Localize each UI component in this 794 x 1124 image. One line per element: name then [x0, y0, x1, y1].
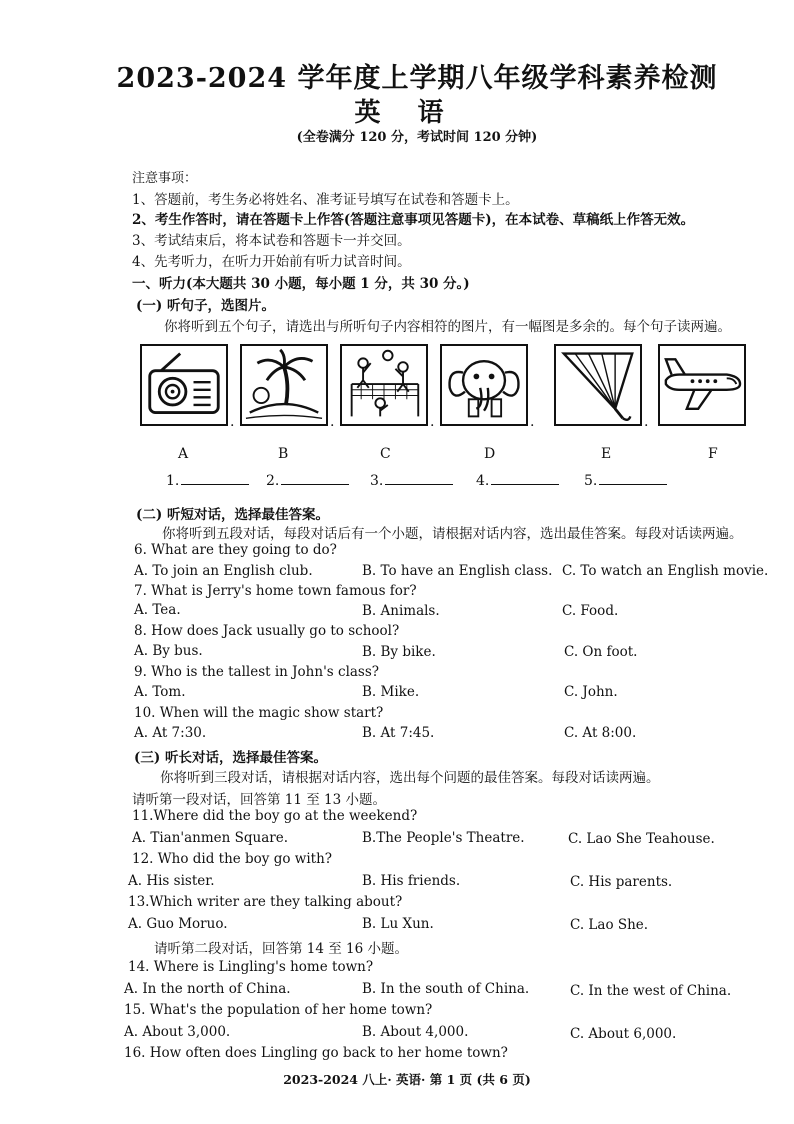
airplane-icon: [660, 346, 744, 424]
picture-label: E: [601, 446, 612, 462]
part-heading: (二) 听短对话，选择最佳答案。: [136, 507, 329, 523]
part-description: 你将听到五段对话，每段对话后有一个小题，请根据对话内容，选出最佳答案。每段对话读两遍。: [162, 526, 743, 542]
option-c[interactable]: C. Lao She Teahouse.: [568, 831, 715, 847]
question-text: 11.Where did the boy go at the weekend?: [132, 808, 418, 824]
picture-c: [340, 344, 428, 426]
option-b[interactable]: B. His friends.: [362, 873, 461, 889]
option-b[interactable]: B. At 7:45.: [362, 725, 435, 741]
answer-blank[interactable]: [476, 472, 559, 489]
group-instruction: 请听第一段对话，回答第 11 至 13 小题。: [132, 792, 387, 808]
option-c[interactable]: C. In the west of China.: [570, 983, 732, 999]
option-b[interactable]: B. Animals.: [362, 603, 440, 619]
blank-number: 4.: [476, 473, 490, 489]
option-c[interactable]: C. To watch an English movie.: [562, 563, 769, 579]
option-b[interactable]: B. Lu Xun.: [362, 916, 434, 932]
picture-e: [554, 344, 642, 426]
option-a[interactable]: A. To join an English club.: [134, 563, 313, 579]
question-text: 12. Who did the boy go with?: [132, 851, 333, 867]
question-text: 16. How often does Lingling go back to her home town?: [124, 1045, 508, 1061]
picture-f: [658, 344, 746, 426]
option-a[interactable]: A. In the north of China.: [124, 981, 291, 997]
option-b[interactable]: B. To have an English class.: [362, 563, 553, 579]
question-text: 9. Who is the tallest in John's class?: [134, 664, 380, 680]
blank-number: 5.: [584, 473, 598, 489]
option-b[interactable]: B. Mike.: [362, 684, 420, 700]
option-c[interactable]: C. On foot.: [564, 644, 638, 660]
page-footer: 2023-2024 八上· 英语· 第 1 页 (共 6 页): [283, 1072, 531, 1087]
blank-number: 1.: [166, 473, 180, 489]
picture-label: D: [484, 446, 496, 462]
instruction-item: 2、考生作答时，请在答题卡上作答(答题注意事项见答题卡)，在本试卷、草稿纸上作答无效。: [132, 212, 695, 228]
instruction-item: 4、先考听力，在听力开始前有听力试音时间。: [132, 254, 411, 270]
part-heading: (三) 听长对话，选择最佳答案。: [134, 750, 327, 766]
option-b[interactable]: B. About 4,000.: [362, 1024, 469, 1040]
option-b[interactable]: B.The People's Theatre.: [362, 830, 525, 846]
question-text: 6. What are they going to do?: [134, 542, 337, 558]
option-c[interactable]: C. John.: [564, 684, 618, 700]
elephant-icon: [442, 346, 526, 424]
part-heading: (一) 听句子，选图片。: [136, 298, 275, 314]
palm-tree-island-icon: [242, 346, 326, 424]
exam-subject: 英 语: [354, 98, 458, 128]
option-c[interactable]: C. About 6,000.: [570, 1026, 677, 1042]
picture-label: F: [708, 446, 718, 462]
group-instruction: 请听第二段对话，回答第 14 至 16 小题。: [154, 941, 409, 957]
option-a[interactable]: A. Tea.: [134, 602, 181, 618]
picture-label: C: [380, 446, 391, 462]
question-text: 15. What's the population of her home town?: [124, 1002, 433, 1018]
instruction-item: 1、答题前，考生务必将姓名、准考证号填写在试卷和答题卡上。: [132, 192, 519, 208]
section-heading: 一、听力(本大题共 30 小题，每小题 1 分，共 30 分。): [132, 276, 470, 292]
picture-a: [140, 344, 228, 426]
exam-score-note: (全卷满分 120 分，考试时间 120 分钟): [296, 130, 538, 145]
option-b[interactable]: B. In the south of China.: [362, 981, 530, 997]
picture-row: . . . . .: [140, 344, 790, 430]
option-a[interactable]: A. By bus.: [134, 643, 203, 659]
option-b[interactable]: B. By bike.: [362, 644, 436, 660]
question-text: 13.Which writer are they talking about?: [128, 894, 403, 910]
answer-blank[interactable]: [266, 472, 349, 489]
picture-b: [240, 344, 328, 426]
option-a[interactable]: A. At 7:30.: [134, 725, 207, 741]
answer-blank[interactable]: [370, 472, 453, 489]
option-a[interactable]: A. Guo Moruo.: [128, 916, 228, 932]
option-a[interactable]: A. His sister.: [128, 873, 215, 889]
question-text: 14. Where is Lingling's home town?: [128, 959, 374, 975]
exam-title: 2023-2024 学年度上学期八年级学科素养检测: [116, 63, 718, 94]
answer-blank[interactable]: [166, 472, 249, 489]
part-description: 你将听到三段对话，请根据对话内容，选出每个问题的最佳答案。每段对话读两遍。: [160, 770, 660, 786]
question-text: 8. How does Jack usually go to school?: [134, 623, 400, 639]
picture-label: B: [278, 446, 289, 462]
instruction-item: 3、考试结束后，将本试卷和答题卡一并交回。: [132, 233, 411, 249]
question-text: 10. When will the magic show start?: [134, 705, 384, 721]
blank-number: 3.: [370, 473, 384, 489]
option-a[interactable]: A. Tian'anmen Square.: [132, 830, 288, 846]
folded-umbrella-icon: [556, 346, 640, 424]
picture-d: [440, 344, 528, 426]
instructions-heading: 注意事项：: [132, 171, 198, 186]
blank-number: 2.: [266, 473, 280, 489]
option-c[interactable]: C. Food.: [562, 603, 619, 619]
question-text: 7. What is Jerry's home town famous for?: [134, 583, 417, 599]
option-a[interactable]: A. Tom.: [134, 684, 186, 700]
picture-label: A: [178, 446, 189, 462]
option-a[interactable]: A. About 3,000.: [124, 1024, 231, 1040]
option-c[interactable]: C. His parents.: [570, 874, 673, 890]
part-description: 你将听到五个句子，请选出与所听句子内容相符的图片，有一幅图是多余的。每个句子读两遍。: [164, 319, 731, 335]
option-c[interactable]: C. Lao She.: [570, 917, 649, 933]
radio-icon: [142, 346, 226, 424]
volleyball-players-icon: [342, 346, 426, 424]
answer-blank[interactable]: [584, 472, 667, 489]
option-c[interactable]: C. At 8:00.: [564, 725, 637, 741]
